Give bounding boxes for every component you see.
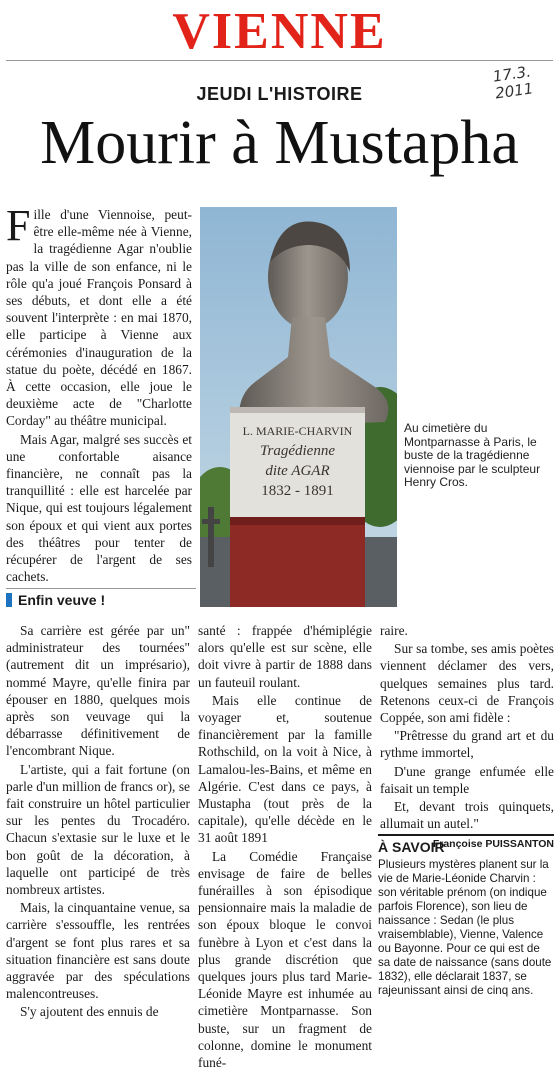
author-signature: Françoise PUISSANTON — [432, 838, 554, 851]
bust-inscription — [230, 421, 365, 501]
kicker: JEUDI L'HISTOIRE — [196, 84, 363, 104]
intro-text — [6, 201, 192, 586]
a-savoir-box — [378, 834, 554, 998]
col1-paragraph-2: L'artiste, qui a fait fortune (on parle d'un million de francs or), se fait construire un hôtel particulier sur les pentes du Trocadéro. Chacun s'extasie sur le luxe et le bon goût de la décoration, à laquelle ont participé de très nombreux artistes. — [6, 761, 190, 898]
col3-paragraph-0: raire. — [380, 623, 408, 638]
poem-line-2: D'une grange enfumée elle faisait un temple — [380, 763, 554, 796]
column-3 — [380, 622, 554, 854]
photo-caption: Au cimetière du Montparnasse à Paris, le buste de la tragédienne viennoise par le sculpteur Henry Cros. — [404, 421, 541, 490]
bust-photo — [200, 207, 397, 607]
column-1 — [6, 622, 190, 1022]
intro-paragraph-1: Fille d'une Viennoise, peut-être elle-même née à Vienne, la tragédienne Agar n'oublie pas la ville de son enfance, ni le rôle qu'a joué François Ponsard à ses débuts, et dont elle a été souvent l'interprète : en mai 1870, elle participe à Vienne aux cérémonies d'inauguration de la statue du poète, décédé en 1867. À cette occasion, elle joue le deuxième acte de "Charlotte Corday" au théâtre municipal. — [6, 201, 192, 429]
subhead-label: Enfin veuve ! — [18, 592, 106, 608]
poem-line-1: "Prêtresse du grand art et du rythme immortel, — [380, 728, 554, 761]
subhead — [6, 592, 105, 608]
col3-paragraph-1: Sur sa tombe, ses amis poètes viennent déclamer des vers, quelques semaines plus tard. Retenons ceux-ci de François Coppée, son ami fidèle : — [380, 641, 554, 726]
poem-line-3: Et, devant trois quinquets, allumait un autel." — [380, 799, 554, 832]
inscription-line-4: 1832 - 1891 — [261, 483, 334, 499]
article-title: Mourir à Mustapha — [40, 109, 519, 177]
col2-paragraph-2: Mais elle continue de voyager et, soutenue financièrement par la famille Rothschild, on la voit à Nice, à Lamalou-les-Bains, et même en Algérie. C'est dans ce pays, à Mustapha (tout près de la capitale), qu'elle décède en le 31 août 1891 — [198, 692, 372, 846]
handwritten-date: 17.3. 2011 — [491, 62, 535, 103]
dropcap: F — [6, 201, 31, 250]
col1-paragraph-1: Sa carrière est gérée par un" administrateur des tournées" (autrement dit un imprésario), nommé Mayre, qu'elle finira par épouser en 1880, quelques mois après son veuvage qui la débarrasse définitivement de l'encombrant Nique. — [6, 623, 190, 759]
col2-paragraph-1: santé : frappée d'hémiplégie alors qu'elle est sur scène, elle doit vivre à partir de 1888 dans un fauteuil roulant. — [198, 623, 372, 690]
inscription-line-2: Tragédienne — [260, 443, 335, 459]
masthead: VIENNE — [172, 3, 387, 60]
inscription-line-3: dite AGAR — [265, 463, 330, 479]
a-savoir-text: Plusieurs mystères planent sur la vie de Marie-Léonide Charvin : son véritable prénom (on indique parfois Florence), son lieu de naissance : Sedan (le plus vraisemblable), Vienne, Valence ou Bayonne. Pour ce qui est de sa date de naissance (sans doute 1832), elle déclarait 1837, se rajeunissant ainsi de cinq ans. — [378, 858, 552, 997]
inscription-line-1: L. MARIE-CHARVIN — [242, 424, 353, 438]
col1-paragraph-4: S'y ajoutent des ennuis de — [20, 1004, 159, 1020]
masthead-rule — [6, 60, 553, 61]
col2-paragraph-3: La Comédie Française envisage de faire de belles funérailles à son épisodique pensionnaire mais la maladie de son époux bloque le convoi funèbre à Lyon et c'est dans la plus grande discrétion que quelques jours plus tard Marie-Léonide Mayre est inhumée au cimetière Montparnasse. Son buste, sur un fragment de colonne, domine le monument funé- — [198, 848, 372, 1071]
col1-paragraph-3: Mais, la cinquantaine venue, sa carrière s'essouffle, les rentrées d'argent se font plus rares et sa situation financière est sans doute aggravée par des spéculations malencontreuses. — [6, 900, 190, 1002]
column-2 — [198, 622, 372, 1072]
subhead-rule — [6, 588, 196, 589]
a-savoir-title: À SAVOIR — [378, 839, 445, 855]
intro-paragraph-2: Mais Agar, malgré ses succès et une confortable aisance financière, ne connaît pas la tranquillité : elle est harcelée par Nique, qui est toujours légalement son époux et qui vient aux portes des théâtres pour tenter de récupérer de l'argent de ses cachets. — [6, 431, 192, 585]
subhead-bar — [6, 593, 12, 607]
